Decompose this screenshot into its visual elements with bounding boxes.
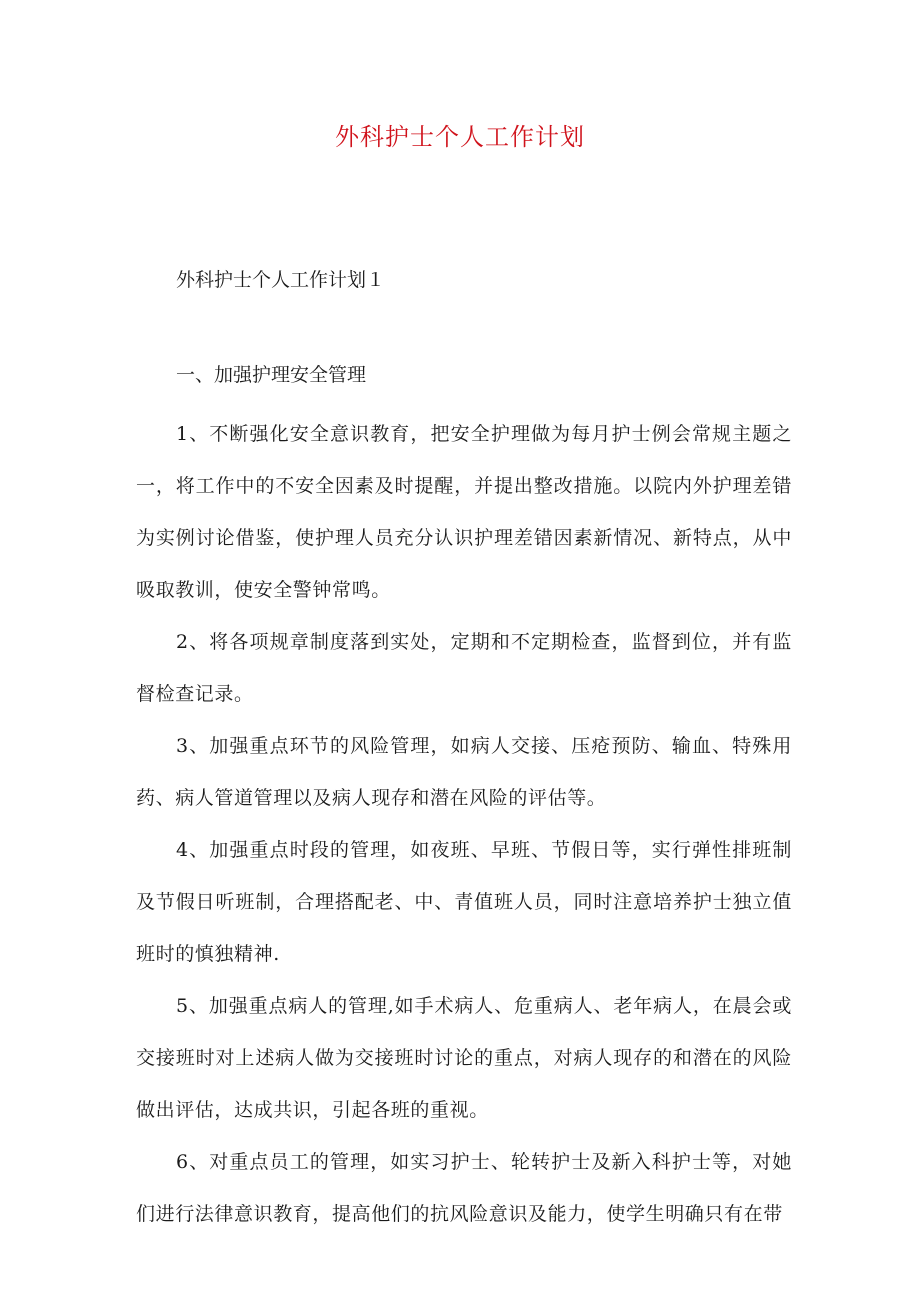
paragraph-4: 4、加强重点时段的管理，如夜班、早班、节假日等，实行弹性排班制及节假日听班制，合理搭配老、中、青值班人员，同时注意培养护士独立值班时的慎独精神. — [136, 839, 792, 965]
section-heading: 一、加强护理安全管理 — [176, 364, 367, 386]
document-title: 外科护士个人工作计划 — [335, 123, 585, 151]
paragraph-6: 6、对重点员工的管理，如实习护士、轮转护士及新入科护士等，对她们进行法律意识教育，提高他们的抗风险意识及能力，使学生明确只有在带 — [136, 1151, 792, 1225]
body-text — [136, 408, 792, 1240]
paragraph-1: 1、不断强化安全意识教育，把安全护理做为每月护士例会常规主题之一，将工作中的不安全因素及时提醒，并提出整改措施。以院内外护理差错为实例讨论借鉴，使护理人员充分认识护理差错因素新情况、新特点，从中吸取教训，使安全警钟常鸣。 — [136, 423, 792, 601]
paragraph-5: 5、加强重点病人的管理,如手术病人、危重病人、老年病人，在晨会或交接班时对上述病人做为交接班时讨论的重点，对病人现存的和潜在的风险做出评估，达成共识，引起各班的重视。 — [136, 995, 792, 1121]
document-subtitle: 外科护士个人工作计划１ — [176, 269, 386, 291]
paragraph-2: 2、将各项规章制度落到实处，定期和不定期检查，监督到位，并有监督检查记录。 — [136, 631, 792, 705]
paragraph-3: 3、加强重点环节的风险管理，如病人交接、压疮预防、输血、特殊用药、病人管道管理以及病人现存和潜在风险的评估等。 — [136, 735, 792, 809]
